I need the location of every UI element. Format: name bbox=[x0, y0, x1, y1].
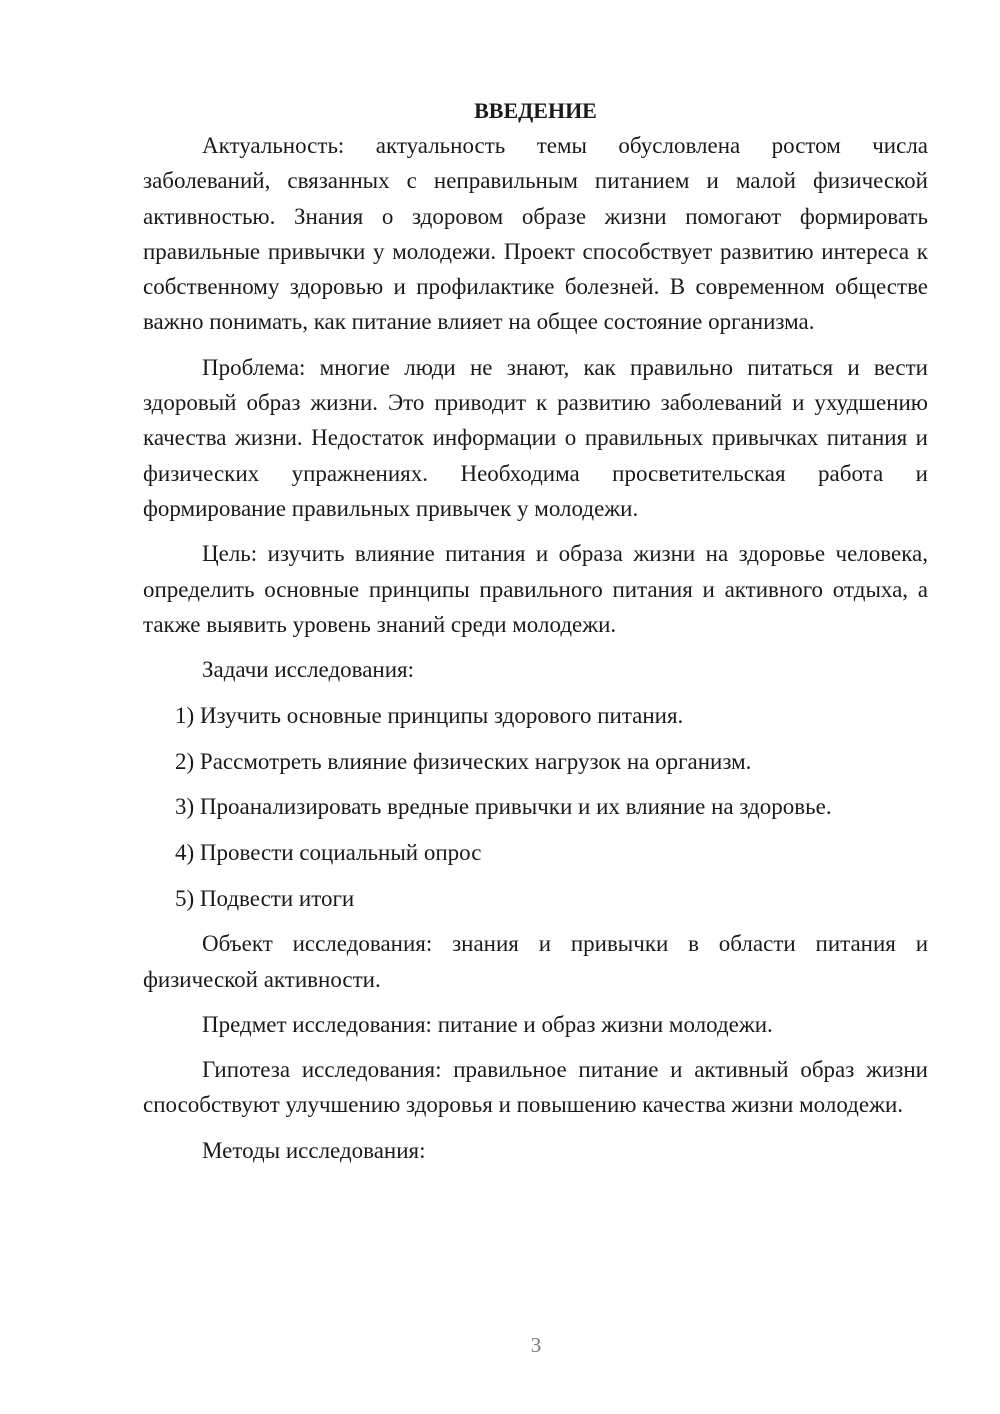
tasks-heading: Задачи исследования: bbox=[202, 657, 415, 683]
relevance-paragraph: Актуальность: актуальность темы обусловлена ростом числа заболеваний, связанных с неправильным питанием и малой физической активностью. Знания о здоровом образе жизни помогают формировать правильные привычки у молодежи. Проект способствует развитию интереса к собственному здоровью и профилактике болезней. В современном обществе важно понимать, как питание влияет на общее состояние организма. bbox=[143, 133, 928, 335]
list-item: 2) Рассмотреть влияние физических нагрузок на организм. bbox=[175, 748, 752, 774]
methods-heading: Методы исследования: bbox=[202, 1137, 426, 1163]
tasks-list bbox=[143, 698, 928, 916]
page-title: ВВЕДЕНИЕ bbox=[474, 98, 597, 123]
list-item: 4) Провести социальный опрос bbox=[175, 839, 482, 865]
list-item: 1) Изучить основные принципы здорового питания. bbox=[175, 702, 684, 728]
subject-paragraph: Предмет исследования: питание и образ жизни молодежи. bbox=[202, 1011, 773, 1037]
page-number: 3 bbox=[530, 1333, 542, 1357]
problem-paragraph: Проблема: многие люди не знают, как правильно питаться и вести здоровый образ жизни. Это приводит к развитию заболеваний и ухудшению качества жизни. Недостаток информации о правильных привычках питания и физических упражнениях. Необходима просветительская работа и формирование правильных привычек у молодежи. bbox=[143, 354, 928, 521]
object-paragraph: Объект исследования: знания и привычки в области питания и физической активности. bbox=[143, 931, 928, 992]
page-content bbox=[143, 96, 928, 1178]
list-item: 5) Подвести итоги bbox=[175, 885, 355, 911]
hypothesis-paragraph: Гипотеза исследования: правильное питание и активный образ жизни способствуют улучшению здоровья и повышению качества жизни молодежи. bbox=[143, 1057, 928, 1118]
goal-paragraph: Цель: изучить влияние питания и образа жизни на здоровье человека, определить основные принципы правильного питания и активного отдыха, а также выявить уровень знаний среди молодежи. bbox=[143, 541, 928, 637]
list-item: 3) Проанализировать вредные привычки и их влияние на здоровье. bbox=[175, 794, 832, 820]
